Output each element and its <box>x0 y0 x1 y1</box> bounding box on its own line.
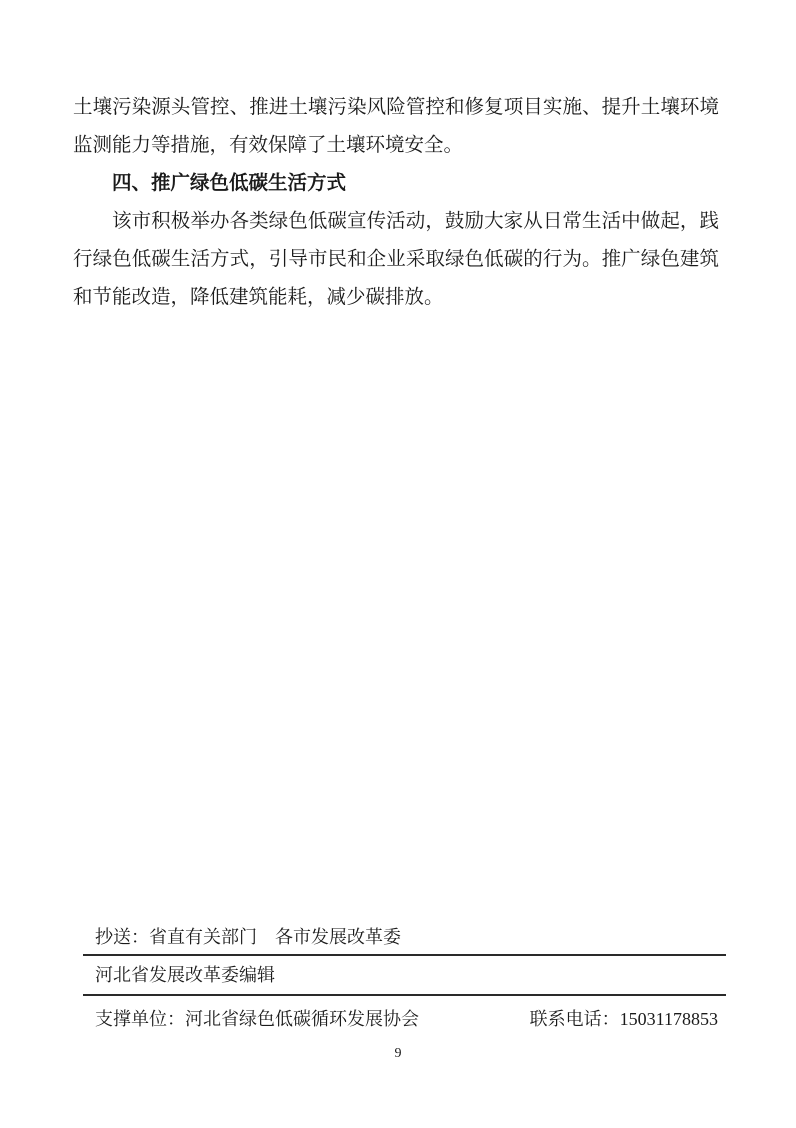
document-body <box>73 89 719 317</box>
body-paragraph: 该市积极举办各类绿色低碳宣传活动，鼓励大家从日常生活中做起，践行绿色低碳生活方式，引导市民和企业采取绿色低碳的行为。推广绿色建筑和节能改造，降低建筑能耗，减少碳排放。 <box>73 211 719 308</box>
editor-text: 河北省发展改革委编辑 <box>95 965 275 985</box>
footer-copy-to-row <box>83 920 726 956</box>
footer-support-row <box>83 996 726 1034</box>
support-unit-text: 支撑单位：河北省绿色低碳循环发展协会 <box>95 1009 419 1029</box>
copy-to-text: 抄送：省直有关部门 各市发展改革委 <box>95 927 401 947</box>
section-heading: 四、推广绿色低碳生活方式 <box>112 173 347 194</box>
page-number: 9 <box>394 1046 402 1061</box>
contact-phone-text: 联系电话：15031178853 <box>529 1009 718 1029</box>
body-paragraph-continuation: 土壤污染源头管控、推进土壤污染风险管控和修复项目实施、提升土壤环境监测能力等措施，有效保障了土壤环境安全。 <box>73 97 719 156</box>
footer-editor-row <box>83 956 726 996</box>
document-footer <box>83 920 726 1034</box>
